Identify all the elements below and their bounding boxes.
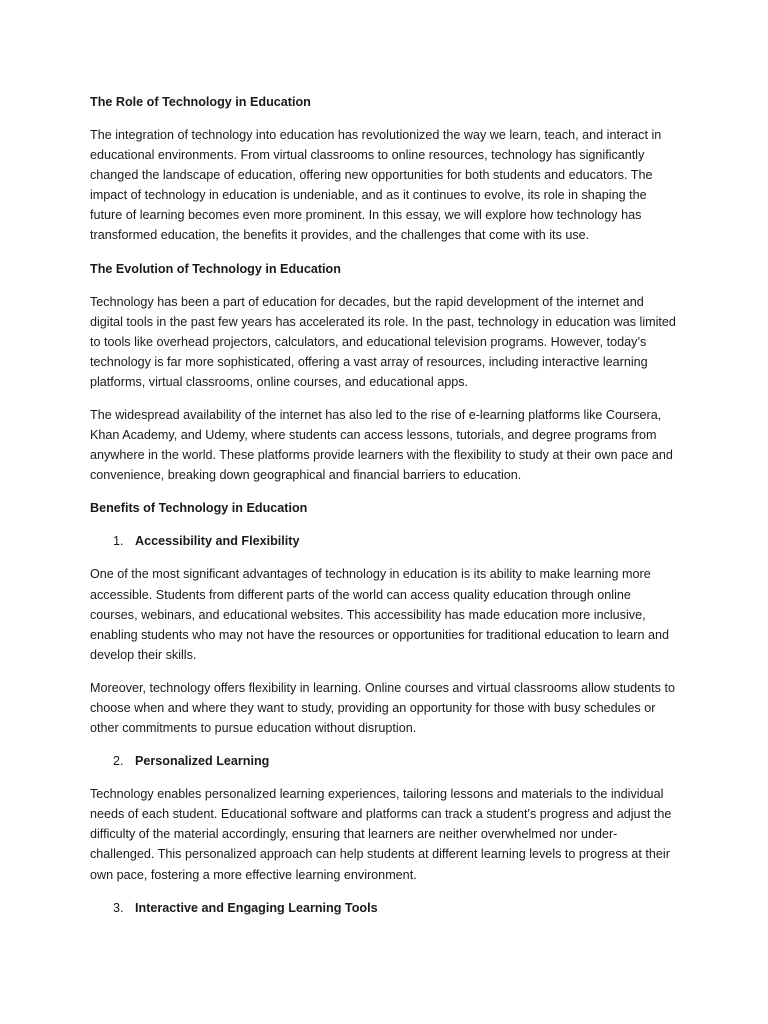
- list-number: 2.: [113, 754, 124, 769]
- list-item-title: Accessibility and Flexibility: [135, 534, 300, 549]
- personalized-paragraph: Technology enables personalized learning experiences, tailoring lessons and materials to the individual needs of each student. Educational software and platforms can track a student's progress and adjust the difficulty of the material accordingly, ensuring that learners are neither overwhelmed nor under-challenged. This personalized approach can help students at different learning levels to progress at their own pace, fostering a more effective learning environment.: [90, 787, 672, 882]
- document-page: [90, 92, 680, 931]
- accessibility-paragraph-2: Moreover, technology offers flexibility in learning. Online courses and virtual classrooms allow students to choose when and where they want to study, providing an opportunity for those with busy schedules or other commitments to pursue education without disruption.: [90, 680, 675, 736]
- accessibility-paragraph-1: One of the most significant advantages of technology in education is its ability to make learning more accessible. Students from different parts of the world can access quality education through online courses, webinars, and educational websites. This accessibility has made education more inclusive, enabling students who may not have the resources or opportunities for traditional education to learn and develop their skills.: [90, 567, 669, 662]
- evolution-paragraph-1: Technology has been a part of education for decades, but the rapid development of the internet and digital tools in the past few years has accelerated its role. In the past, technology in education was limited to tools like overhead projectors, calculators, and educational television programs. However, today’s technology is far more sophisticated, offering a vast array of resources, including interactive learning platforms, virtual classrooms, online courses, and educational apps.: [90, 294, 676, 389]
- section-heading-benefits: Benefits of Technology in Education: [90, 501, 308, 516]
- list-item-title: Personalized Learning: [135, 754, 270, 769]
- list-item-heading-2: [90, 751, 680, 771]
- document-title: The Role of Technology in Education: [90, 95, 311, 109]
- intro-paragraph: The integration of technology into education has revolutionized the way we learn, teach, and interact in educational environments. From virtual classrooms to online resources, technology has significantly changed the landscape of education, offering new opportunities for both students and educators. The impact of technology in education is undeniable, and as it continues to evolve, its role in shaping the future of learning becomes even more prominent. In this essay, we will explore how technology has transformed education, the benefits it provides, and the challenges that come with its use.: [90, 128, 662, 243]
- list-item-title: Interactive and Engaging Learning Tools: [135, 900, 378, 915]
- list-number: 3.: [113, 900, 124, 915]
- section-heading-evolution: The Evolution of Technology in Education: [90, 261, 341, 276]
- list-item-heading-1: [90, 531, 680, 551]
- list-item-heading-3: [90, 898, 680, 918]
- list-number: 1.: [113, 534, 124, 549]
- evolution-paragraph-2: The widespread availability of the internet has also led to the rise of e-learning platforms like Coursera, Khan Academy, and Udemy, where students can access lessons, tutorials, and degree programs from anywhere in the world. These platforms provide learners with the flexibility to study at their own pace and convenience, breaking down geographical and financial barriers to education.: [90, 408, 673, 483]
